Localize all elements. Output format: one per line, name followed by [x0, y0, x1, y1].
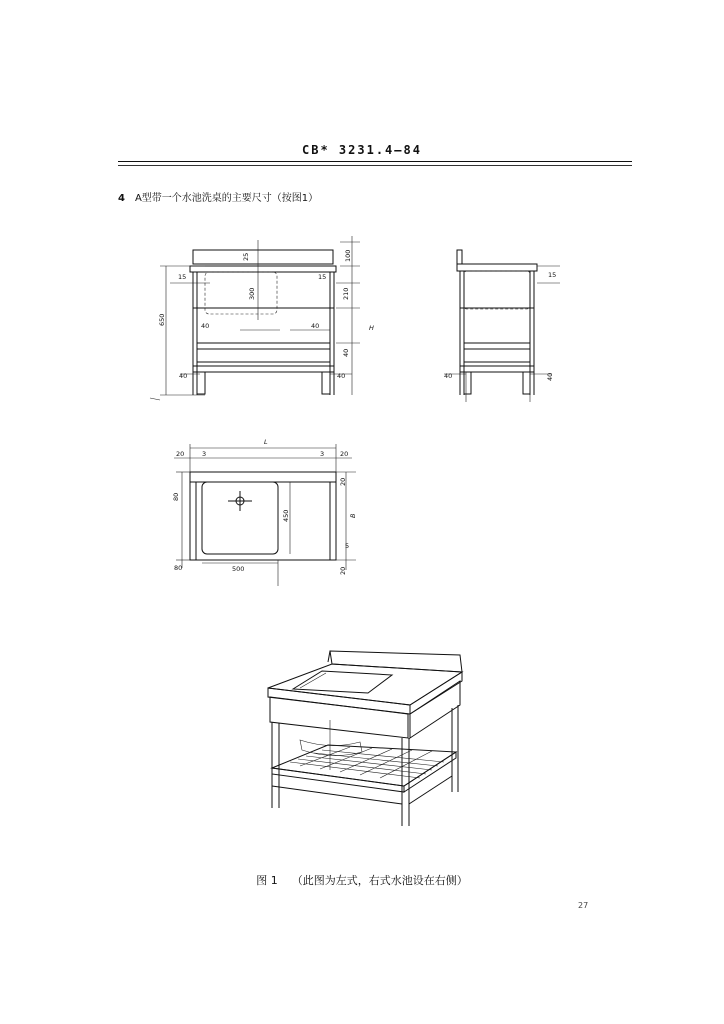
plan-view-drawing — [172, 438, 357, 586]
front-dim-15-left: 15 — [178, 273, 187, 281]
front-dim-300: 300 — [248, 287, 256, 300]
front-dim-40-c: 40 — [342, 348, 350, 357]
front-dim-25: 25 — [242, 252, 250, 261]
isometric-view-drawing — [268, 651, 462, 826]
figure-label: 图 1 — [256, 874, 278, 887]
section-number: 4 — [118, 193, 125, 204]
plan-dim-80-left: 80 — [172, 492, 180, 501]
front-dim-210: 210 — [342, 287, 350, 300]
page-number: 27 — [578, 901, 589, 910]
side-dim-40-right: 40 — [546, 372, 554, 381]
document-header: CB* 3231.4—84 — [302, 143, 422, 157]
side-dim-15: 15 — [548, 271, 557, 279]
front-dim-650: 650 — [158, 313, 166, 326]
plan-dim-20-r: 20 — [339, 477, 347, 486]
plan-dim-80-bottom: 80 — [174, 564, 183, 572]
front-dim-40-e: 40 — [337, 372, 346, 380]
front-dim-H: H — [369, 324, 374, 332]
side-view-drawing — [444, 250, 560, 402]
front-dim-100: 100 — [344, 249, 352, 262]
figure-caption — [0, 872, 724, 888]
front-dim-15-right: 15 — [318, 273, 327, 281]
plan-dim-500: 500 — [232, 565, 245, 573]
front-dim-40-d: 40 — [179, 372, 188, 380]
side-dim-40-left: 40 — [444, 372, 453, 380]
plan-dim-20-tl: 20 — [176, 450, 185, 458]
figure-caption-text: （此图为左式，右式水池设在右侧） — [291, 874, 468, 887]
front-dim-40-b: 40 — [311, 322, 320, 330]
plan-dim-B: B — [349, 513, 357, 518]
plan-dim-20-tr: 20 — [340, 450, 349, 458]
front-view-drawing — [150, 236, 374, 400]
plan-dim-3-left: 3 — [202, 450, 207, 458]
plan-dim-20-br: 20 — [339, 566, 347, 575]
front-dim-40-a: 40 — [201, 322, 210, 330]
plan-dim-3-right: 3 — [320, 450, 325, 458]
plan-dim-5: 5 — [345, 542, 350, 550]
plan-dim-L: L — [264, 438, 268, 446]
section-title: A型带一个水池洗桌的主要尺寸（按图1） — [134, 193, 319, 204]
plan-dim-450: 450 — [282, 509, 290, 522]
